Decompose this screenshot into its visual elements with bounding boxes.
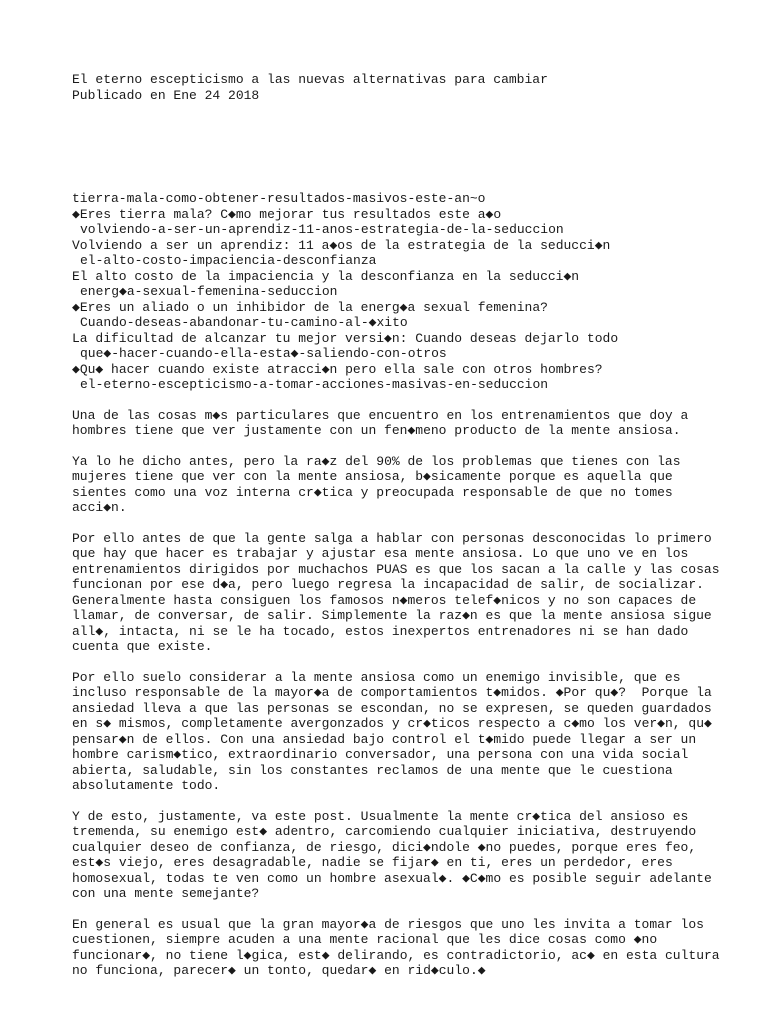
paragraph bbox=[72, 809, 732, 902]
paragraph-line: pensar◆n de ellos. Con una ansiedad bajo control el t◆mido puede llegar a ser un bbox=[72, 731, 697, 747]
paragraph bbox=[72, 531, 732, 655]
related-link-line: tierra-mala-como-obtener-resultados-masivos-este-an~o bbox=[72, 191, 486, 206]
article-body bbox=[72, 408, 732, 979]
related-links-list bbox=[72, 191, 732, 393]
paragraph-line: acci◆n. bbox=[72, 500, 127, 515]
paragraph-line: all◆, intacta, ni se le ha tocado, estos inexpertos entrenadores ni se han dado bbox=[72, 623, 689, 639]
paragraph-line: En general es usual que la gran mayor◆a de riesgos que uno les invita a tomar los bbox=[72, 916, 704, 932]
paragraph-line: Generalmente hasta consiguen los famosos n◆meros telef◆nicos y no son capaces de bbox=[72, 592, 697, 608]
paragraph-line: en s◆ mismos, completamente avergonzados y cr◆ticos respecto a c◆mo los ver◆n, qu◆ bbox=[72, 716, 712, 731]
paragraph-line: Y de esto, justamente, va este post. Usualmente la mente cr◆tica del ansioso es bbox=[72, 808, 689, 824]
related-link-line: Volviendo a ser un aprendiz: 11 a◆os de la estrategia de la seducci◆n bbox=[72, 237, 611, 253]
paragraph-line: cualquier deseo de confianza, de riesgo, dici◆ndole ◆no puedes, porque eres feo, bbox=[72, 839, 697, 855]
paragraph-line: tremenda, su enemigo est◆ adentro, carcomiendo cualquier iniciativa, destruyendo bbox=[72, 824, 697, 839]
paragraph-line: abierta, saludable, sin los constantes reclamos de una mente que le cuestiona bbox=[72, 762, 673, 778]
paragraph-line: que hay que hacer es trabajar y ajustar esa mente ansiosa. Lo que uno ve en los bbox=[72, 546, 689, 561]
paragraph-line: Por ello antes de que la gente salga a hablar con personas desconocidas lo primero bbox=[72, 530, 712, 546]
related-link-line: volviendo-a-ser-un-aprendiz-11-anos-estrategia-de-la-seduccion bbox=[80, 222, 564, 237]
paragraph-line: hombres tiene que ver justamente con un fen◆meno producto de la mente ansiosa. bbox=[72, 423, 681, 438]
paragraph-line: Ya lo he dicho antes, pero la ra◆z del 90% de los problemas que tienes con las bbox=[72, 453, 681, 469]
related-link-line: que◆-hacer-cuando-ella-esta◆-saliendo-con-otros bbox=[80, 346, 447, 361]
related-link-line: El alto costo de la impaciencia y la desconfianza en la seducci◆n bbox=[72, 268, 580, 284]
related-link-line: ◆Eres tierra mala? C◆mo mejorar tus resultados este a◆o bbox=[72, 206, 502, 222]
publish-date: Publicado en Ene 24 2018 bbox=[72, 87, 260, 103]
paragraph bbox=[72, 917, 732, 979]
paragraph bbox=[72, 454, 732, 516]
related-link-line: Cuando-deseas-abandonar-tu-camino-al-◆xito bbox=[80, 315, 408, 330]
paragraph-line: cuestionen, siempre acuden a una mente racional que les dice cosas como ◆no bbox=[72, 932, 658, 947]
paragraph-line: hombre carism◆tico, extraordinario conversador, una persona con una vida social bbox=[72, 747, 689, 762]
related-link-line: La dificultad de alcanzar tu mejor versi◆n: Cuando deseas dejarlo todo bbox=[72, 330, 619, 346]
paragraph-line: mujeres tiene que ver con la mente ansiosa, b◆sicamente porque es aquella que bbox=[72, 469, 673, 484]
document-title: El eterno escepticismo a las nuevas alternativas para cambiar bbox=[72, 72, 548, 87]
paragraph-line: sientes como una voz interna cr◆tica y preocupada responsable de que no tomes bbox=[72, 484, 673, 500]
paragraph-line: homosexual, todas te ven como un hombre asexual◆. ◆C◆mo es posible seguir adelante bbox=[72, 870, 712, 886]
related-link-line: el-alto-costo-impaciencia-desconfianza bbox=[80, 253, 377, 268]
paragraph-line: absolutamente todo. bbox=[72, 778, 221, 793]
document-page bbox=[72, 72, 732, 994]
paragraph-line: ansiedad lleva a que las personas se escondan, no se expresen, se queden guardados bbox=[72, 700, 712, 716]
paragraph-line: entrenamientos dirigidos por muchachos PUAS es que los sacan a la calle y las cosas bbox=[72, 561, 720, 577]
paragraph-line: est◆s viejo, eres desagradable, nadie se fijar◆ en ti, eres un perdedor, eres bbox=[72, 855, 673, 870]
paragraph bbox=[72, 408, 732, 439]
paragraph-line: llamar, de conversar, de salir. Simplemente la raz◆n es que la mente ansiosa sigue bbox=[72, 608, 712, 623]
paragraph-line: cuenta que existe. bbox=[72, 639, 213, 654]
related-link-line: energ◆a-sexual-femenina-seduccion bbox=[80, 284, 338, 299]
paragraph bbox=[72, 670, 732, 794]
paragraph-line: Por ello suelo considerar a la mente ansiosa como un enemigo invisible, que es bbox=[72, 669, 681, 685]
related-link-line: ◆Qu◆ hacer cuando existe atracci◆n pero ella sale con otros hombres? bbox=[72, 361, 603, 377]
paragraph-line: no funciona, parecer◆ un tonto, quedar◆ en rid◆culo.◆ bbox=[72, 963, 486, 978]
paragraph-line: incluso responsable de la mayor◆a de comportamientos t◆midos. ◆Por qu◆? Porque la bbox=[72, 685, 712, 700]
paragraph-line: con una mente semejante? bbox=[72, 886, 260, 901]
paragraph-line: funcionan por ese d◆a, pero luego regresa la incapacidad de salir, de socializar. bbox=[72, 577, 704, 592]
document-header bbox=[72, 72, 732, 103]
related-link-line: ◆Eres un aliado o un inhibidor de la energ◆a sexual femenina? bbox=[72, 299, 548, 315]
paragraph-line: funcionar◆, no tiene l◆gica, est◆ delirando, es contradictorio, ac◆ en esta cultura bbox=[72, 947, 720, 963]
paragraph-line: Una de las cosas m◆s particulares que encuentro en los entrenamientos que doy a bbox=[72, 407, 689, 423]
related-link-line: el-eterno-escepticismo-a-tomar-acciones-masivas-en-seduccion bbox=[80, 377, 549, 392]
